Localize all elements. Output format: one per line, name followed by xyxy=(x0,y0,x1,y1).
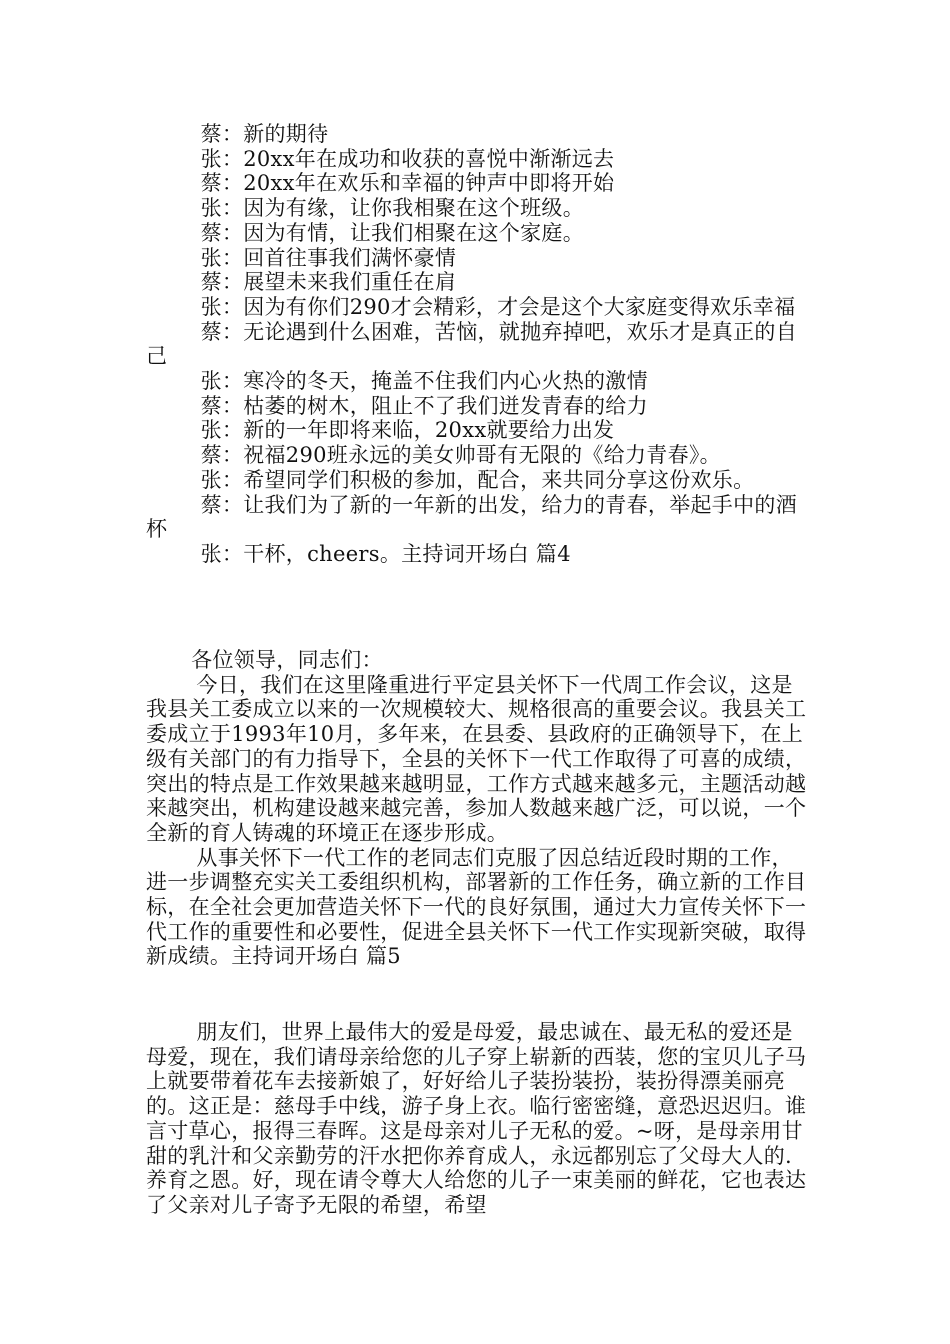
dialogue-line: 张：希望同学们积极的参加，配合，来共同分享这份欢乐。 xyxy=(200,467,755,492)
dialogue-line: 蔡：无论遇到什么困难，苦恼，就抛弃掉吧，欢乐才是真正的自己 xyxy=(146,319,797,369)
dialogue-section xyxy=(146,122,810,567)
dialogue-line: 张：因为有你们290才会精彩，才会是这个大家庭变得欢乐幸福 xyxy=(200,294,796,319)
dialogue-line: 蔡：祝福290班永远的美女帅哥有无限的《给力青春》。 xyxy=(200,443,721,468)
dialogue-line: 蔡：20xx年在欢乐和幸福的钟声中即将开始 xyxy=(200,171,615,196)
dialogue-line: 蔡：新的期待 xyxy=(200,122,329,146)
dialogue-line: 蔡：枯萎的树木，阻止不了我们迸发青春的给力 xyxy=(200,393,648,418)
paragraph: 朋友们，世界上最伟大的爱是母爱，最忠诚在、最无私的爱还是母爱，现在，我们请母亲给您的儿子穿上崭新的西装，您的宝贝儿子马上就要带着花车去接新娘了，好好给儿子装扮装扮，装扮得漂美丽亮的。这正是：慈母手中线，游子身上衣。临行密密缝，意恐迟迟归。谁言寸草心，报得三春晖。这是母亲对儿子无私的爱。~呀，是母亲用甘甜的乳汁和父亲勤劳的汗水把你养育成人，永远都别忘了父母大人的.养育之恩。好，现在请令尊大人给您的儿子一束美丽的鲜花，它也表达了父亲对儿子寄予无限的希望，希望 xyxy=(146,1020,807,1217)
dialogue-line: 蔡：让我们为了新的一年新的出发，给力的青春，举起手中的酒杯 xyxy=(146,492,797,542)
dialogue-line: 张：干杯，cheers。主持词开场白 篇4 xyxy=(200,541,571,566)
dialogue-line: 蔡：因为有情，让我们相聚在这个家庭。 xyxy=(200,220,584,245)
speech-section-5 xyxy=(146,1020,810,1218)
paragraph: 从事关怀下一代工作的老同志们克服了因总结近段时期的工作，进一步调整充实关工委组织机构，部署新的工作任务，确立新的工作目标，在全社会更加营造关怀下一代的良好氛围，通过大力宣传关怀下一代工作的重要性和必要性，促进全县关怀下一代工作实现新突破，取得新成绩。主持词开场白 篇5 xyxy=(146,845,807,969)
dialogue-line: 张：回首往事我们满怀豪情 xyxy=(200,245,457,270)
dialogue-line: 张：因为有缘，让你我相聚在这个班级。 xyxy=(200,196,584,221)
paragraph: 今日，我们在这里隆重进行平定县关怀下一代周工作会议，这是我县关工委成立以来的一次规模较大、规格很高的重要会议。我县关工委成立于1993年10月，多年来，在县委、县政府的正确领导下，在上级有关部门的有力指导下，全县的关怀下一代工作取得了可喜的成绩，突出的特点是工作效果越来越明显，工作方式越来越多元，主题活动越来越突出，机构建设越来越完善，参加人数越来越广泛，可以说，一个全新的育人铸魂的环境正在逐步形成。 xyxy=(146,672,807,845)
dialogue-line: 张：20xx年在成功和收获的喜悦中渐渐远去 xyxy=(200,146,615,171)
dialogue-line: 张：新的一年即将来临，20xx就要给力出发 xyxy=(200,418,615,443)
greeting: 各位领导，同志们： xyxy=(191,648,383,672)
speech-section-4 xyxy=(146,648,810,969)
dialogue-line: 蔡：展望未来我们重任在肩 xyxy=(200,270,457,295)
dialogue-line: 张：寒冷的冬天，掩盖不住我们内心火热的激情 xyxy=(200,369,648,394)
